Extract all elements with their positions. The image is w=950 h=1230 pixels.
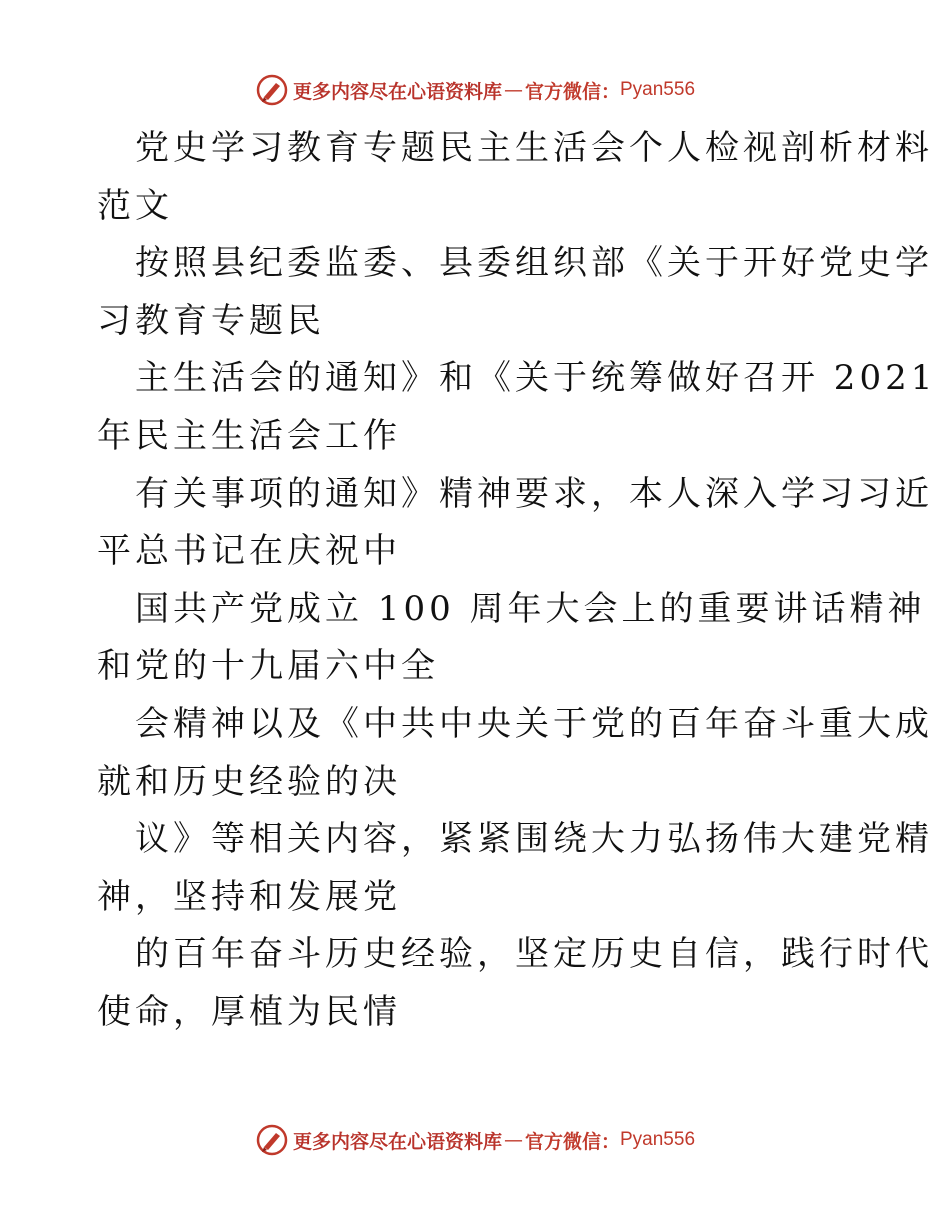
text-line: 使命，厚植为民情	[97, 991, 401, 1032]
watermark-dash: —	[503, 1129, 523, 1151]
text-line: 习教育专题民	[97, 300, 325, 341]
footer-watermark	[0, 1120, 950, 1160]
document-body	[97, 120, 937, 1042]
watermark-wechat-label: 官方微信：	[524, 1130, 620, 1153]
text-line: 的百年奋斗历史经验，坚定历史自信，践行时代	[135, 934, 933, 975]
text-line: 年民主生活会工作	[97, 415, 401, 456]
watermark-dash: —	[503, 79, 523, 101]
pen-logo-icon	[255, 1123, 289, 1157]
watermark-wechat-label: 官方微信：	[524, 80, 620, 103]
text-line: 范文	[97, 185, 173, 226]
pen-logo-icon	[255, 73, 289, 107]
text-line: 平总书记在庆祝中	[97, 531, 401, 572]
text-line: 和党的十九届六中全	[97, 646, 439, 687]
watermark-main-text: 更多内容尽在心语资料库	[292, 80, 502, 103]
text-line: 会精神以及《中共中央关于党的百年奋斗重大成	[135, 703, 933, 744]
text-line: 议》等相关内容，紧紧围绕大力弘扬伟大建党精	[135, 819, 933, 860]
header-watermark	[0, 70, 950, 110]
text-line: 主生活会的通知》和《关于统筹做好召开 2021	[135, 358, 937, 399]
text-line: 有关事项的通知》精神要求，本人深入学习习近	[135, 473, 933, 514]
watermark-main-text: 更多内容尽在心语资料库	[292, 1130, 502, 1153]
text-line: 神，坚持和发展党	[97, 876, 401, 917]
text-line: 按照县纪委监委、县委组织部《关于开好党史学	[135, 243, 933, 284]
text-line: 就和历史经验的决	[97, 761, 401, 802]
text-line: 国共产党成立 100 周年大会上的重要讲话精神	[135, 588, 926, 629]
text-line: 党史学习教育专题民主生活会个人检视剖析材料	[135, 128, 933, 168]
watermark-wechat-id: Pyan556	[620, 1129, 696, 1150]
watermark-wechat-id: Pyan556	[620, 79, 696, 100]
